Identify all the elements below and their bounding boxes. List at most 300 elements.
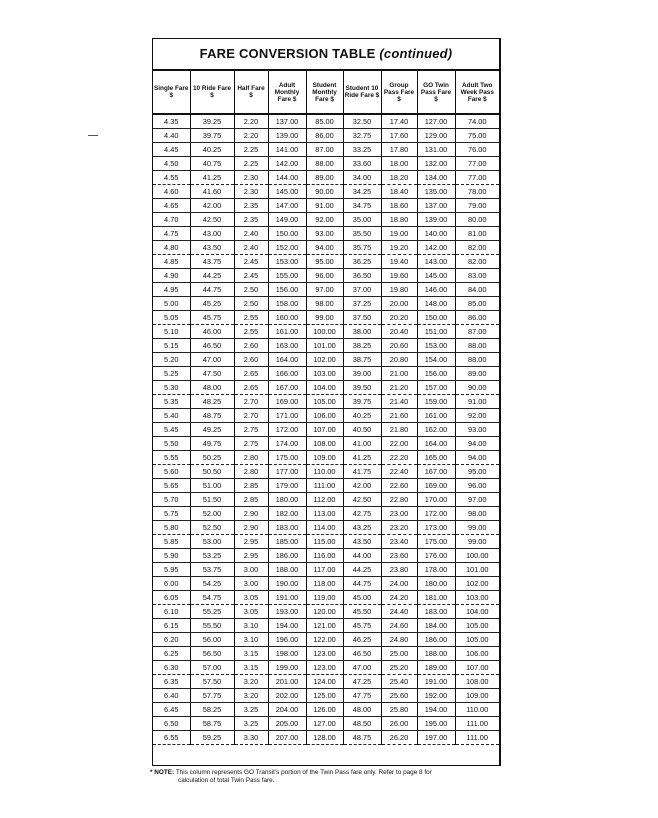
cell-single-fare: 5.35 — [153, 395, 190, 409]
cell-single-fare: 4.90 — [153, 269, 190, 283]
cell-student-10-ride-fare: 38.25 — [343, 339, 381, 353]
cell-adult-two-week-pass-fare: 92.00 — [455, 409, 499, 423]
cell-group-pass-fare: 18.00 — [381, 157, 417, 171]
cell-half-fare: 2.50 — [234, 297, 268, 311]
table-row — [153, 647, 499, 661]
cell-student-10-ride-fare: 34.75 — [343, 199, 381, 213]
cell-half-fare: 3.15 — [234, 661, 268, 675]
cell-single-fare: 5.70 — [153, 493, 190, 507]
cell-adult-monthly-fare: 163.00 — [268, 339, 306, 353]
cell-student-10-ride-fare: 47.00 — [343, 661, 381, 675]
cell-adult-monthly-fare: 186.00 — [268, 549, 306, 563]
cell-10-ride-fare: 54.25 — [190, 577, 234, 591]
cell-half-fare: 2.55 — [234, 325, 268, 339]
cell-single-fare: 6.10 — [153, 605, 190, 619]
cell-group-pass-fare: 22.40 — [381, 465, 417, 479]
cell-adult-two-week-pass-fare: 77.00 — [455, 157, 499, 171]
cell-student-monthly-fare: 102.00 — [306, 353, 343, 367]
table-row — [153, 199, 499, 213]
cell-adult-two-week-pass-fare: 74.00 — [455, 114, 499, 129]
cell-half-fare: 2.55 — [234, 311, 268, 325]
cell-student-monthly-fare: 98.00 — [306, 297, 343, 311]
cell-adult-two-week-pass-fare: 88.00 — [455, 339, 499, 353]
cell-adult-monthly-fare: 161.00 — [268, 325, 306, 339]
cell-single-fare: 6.50 — [153, 717, 190, 731]
cell-10-ride-fare: 42.00 — [190, 199, 234, 213]
cell-10-ride-fare: 41.60 — [190, 185, 234, 199]
cell-adult-two-week-pass-fare: 101.00 — [455, 563, 499, 577]
cell-group-pass-fare: 19.40 — [381, 255, 417, 269]
cell-group-pass-fare: 21.20 — [381, 381, 417, 395]
cell-10-ride-fare: 52.50 — [190, 521, 234, 535]
cell-group-pass-fare: 19.80 — [381, 283, 417, 297]
cell-go-twin-pass-fare: 140.00 — [417, 227, 455, 241]
cell-group-pass-fare: 18.60 — [381, 199, 417, 213]
cell-adult-monthly-fare: 141.00 — [268, 143, 306, 157]
cell-adult-two-week-pass-fare: 77.00 — [455, 171, 499, 185]
cell-half-fare: 2.70 — [234, 395, 268, 409]
table-row — [153, 269, 499, 283]
cell-adult-two-week-pass-fare: 95.00 — [455, 465, 499, 479]
cell-single-fare: 4.85 — [153, 255, 190, 269]
cell-half-fare: 2.65 — [234, 381, 268, 395]
table-row — [153, 619, 499, 633]
cell-group-pass-fare: 20.60 — [381, 339, 417, 353]
table-row — [153, 129, 499, 143]
cell-go-twin-pass-fare: 164.00 — [417, 437, 455, 451]
cell-half-fare: 2.20 — [234, 114, 268, 129]
cell-single-fare: 5.60 — [153, 465, 190, 479]
cell-half-fare: 3.10 — [234, 633, 268, 647]
cell-student-monthly-fare: 118.00 — [306, 577, 343, 591]
table-row — [153, 157, 499, 171]
cell-student-monthly-fare: 112.00 — [306, 493, 343, 507]
cell-go-twin-pass-fare: 170.00 — [417, 493, 455, 507]
cell-adult-monthly-fare: 156.00 — [268, 283, 306, 297]
cell-10-ride-fare: 45.75 — [190, 311, 234, 325]
cell-group-pass-fare: 20.20 — [381, 311, 417, 325]
cell-adult-two-week-pass-fare: 93.00 — [455, 423, 499, 437]
cell-group-pass-fare: 24.00 — [381, 577, 417, 591]
cell-student-10-ride-fare: 48.50 — [343, 717, 381, 731]
cell-10-ride-fare: 48.25 — [190, 395, 234, 409]
cell-student-10-ride-fare: 42.50 — [343, 493, 381, 507]
cell-10-ride-fare: 47.50 — [190, 367, 234, 381]
cell-single-fare: 4.95 — [153, 283, 190, 297]
cell-adult-monthly-fare: 169.00 — [268, 395, 306, 409]
cell-student-10-ride-fare: 38.75 — [343, 353, 381, 367]
cell-go-twin-pass-fare: 162.00 — [417, 423, 455, 437]
table-row — [153, 143, 499, 157]
cell-adult-two-week-pass-fare: 91.00 — [455, 395, 499, 409]
cell-adult-two-week-pass-fare: 106.00 — [455, 647, 499, 661]
cell-single-fare: 5.85 — [153, 535, 190, 549]
cell-student-monthly-fare: 90.00 — [306, 185, 343, 199]
cell-go-twin-pass-fare: 146.00 — [417, 283, 455, 297]
table-row — [153, 577, 499, 591]
cell-group-pass-fare: 22.60 — [381, 479, 417, 493]
cell-student-10-ride-fare: 47.75 — [343, 689, 381, 703]
cell-student-monthly-fare: 97.00 — [306, 283, 343, 297]
cell-half-fare: 2.45 — [234, 269, 268, 283]
cell-adult-two-week-pass-fare: 105.00 — [455, 633, 499, 647]
cell-go-twin-pass-fare: 173.00 — [417, 521, 455, 535]
cell-adult-monthly-fare: 158.00 — [268, 297, 306, 311]
cell-single-fare: 5.55 — [153, 451, 190, 465]
cell-10-ride-fare: 43.00 — [190, 227, 234, 241]
cell-single-fare: 6.35 — [153, 675, 190, 689]
cell-student-10-ride-fare: 44.75 — [343, 577, 381, 591]
col-header-adult-monthly-fare: Adult Monthly Fare $ — [268, 71, 306, 114]
cell-half-fare: 3.00 — [234, 563, 268, 577]
cell-10-ride-fare: 40.25 — [190, 143, 234, 157]
cell-half-fare: 2.85 — [234, 493, 268, 507]
cell-half-fare: 3.05 — [234, 605, 268, 619]
cell-single-fare: 5.20 — [153, 353, 190, 367]
stray-scan-mark — [88, 135, 98, 136]
cell-single-fare: 5.00 — [153, 297, 190, 311]
cell-go-twin-pass-fare: 161.00 — [417, 409, 455, 423]
cell-adult-two-week-pass-fare: 89.00 — [455, 367, 499, 381]
col-header-go-twin-pass-fare: GO Twin Pass Fare $ — [417, 71, 455, 114]
cell-student-monthly-fare: 117.00 — [306, 563, 343, 577]
cell-adult-monthly-fare: 190.00 — [268, 577, 306, 591]
cell-adult-two-week-pass-fare: 82.00 — [455, 255, 499, 269]
cell-student-10-ride-fare: 36.50 — [343, 269, 381, 283]
cell-group-pass-fare: 17.60 — [381, 129, 417, 143]
cell-student-10-ride-fare: 45.75 — [343, 619, 381, 633]
cell-group-pass-fare: 17.40 — [381, 114, 417, 129]
cell-single-fare: 5.25 — [153, 367, 190, 381]
cell-go-twin-pass-fare: 194.00 — [417, 703, 455, 717]
cell-half-fare: 3.15 — [234, 647, 268, 661]
cell-student-10-ride-fare: 35.75 — [343, 241, 381, 255]
cell-half-fare: 2.30 — [234, 185, 268, 199]
table-row — [153, 605, 499, 619]
cell-go-twin-pass-fare: 137.00 — [417, 199, 455, 213]
cell-single-fare: 6.55 — [153, 731, 190, 745]
col-header-student-10-ride-fare: Student 10 Ride Fare $ — [343, 71, 381, 114]
cell-go-twin-pass-fare: 180.00 — [417, 577, 455, 591]
cell-10-ride-fare: 57.00 — [190, 661, 234, 675]
cell-go-twin-pass-fare: 167.00 — [417, 465, 455, 479]
cell-10-ride-fare: 52.00 — [190, 507, 234, 521]
cell-student-monthly-fare: 96.00 — [306, 269, 343, 283]
cell-group-pass-fare: 23.80 — [381, 563, 417, 577]
cell-go-twin-pass-fare: 183.00 — [417, 605, 455, 619]
table-row — [153, 521, 499, 535]
cell-half-fare: 2.60 — [234, 339, 268, 353]
cell-adult-two-week-pass-fare: 98.00 — [455, 507, 499, 521]
cell-student-monthly-fare: 103.00 — [306, 367, 343, 381]
cell-10-ride-fare: 49.75 — [190, 437, 234, 451]
cell-student-10-ride-fare: 33.25 — [343, 143, 381, 157]
cell-student-10-ride-fare: 44.00 — [343, 549, 381, 563]
cell-10-ride-fare: 58.75 — [190, 717, 234, 731]
cell-go-twin-pass-fare: 172.00 — [417, 507, 455, 521]
cell-group-pass-fare: 23.20 — [381, 521, 417, 535]
cell-student-monthly-fare: 106.00 — [306, 409, 343, 423]
cell-group-pass-fare: 19.60 — [381, 269, 417, 283]
cell-adult-monthly-fare: 147.00 — [268, 199, 306, 213]
cell-group-pass-fare: 20.80 — [381, 353, 417, 367]
cell-student-monthly-fare: 127.00 — [306, 717, 343, 731]
cell-go-twin-pass-fare: 189.00 — [417, 661, 455, 675]
cell-go-twin-pass-fare: 156.00 — [417, 367, 455, 381]
cell-group-pass-fare: 18.20 — [381, 171, 417, 185]
cell-adult-two-week-pass-fare: 82.00 — [455, 241, 499, 255]
cell-single-fare: 6.15 — [153, 619, 190, 633]
cell-student-10-ride-fare: 41.00 — [343, 437, 381, 451]
cell-adult-two-week-pass-fare: 78.00 — [455, 185, 499, 199]
table-row — [153, 325, 499, 339]
cell-10-ride-fare: 49.25 — [190, 423, 234, 437]
cell-half-fare: 2.95 — [234, 535, 268, 549]
cell-student-10-ride-fare: 45.00 — [343, 591, 381, 605]
cell-adult-two-week-pass-fare: 80.00 — [455, 213, 499, 227]
cell-student-monthly-fare: 128.00 — [306, 731, 343, 745]
cell-student-monthly-fare: 86.00 — [306, 129, 343, 143]
cell-10-ride-fare: 41.25 — [190, 171, 234, 185]
cell-student-10-ride-fare: 35.50 — [343, 227, 381, 241]
cell-10-ride-fare: 51.00 — [190, 479, 234, 493]
cell-adult-monthly-fare: 150.00 — [268, 227, 306, 241]
cell-go-twin-pass-fare: 132.00 — [417, 157, 455, 171]
cell-adult-two-week-pass-fare: 87.00 — [455, 325, 499, 339]
fare-table-card — [152, 38, 501, 766]
table-body — [153, 114, 499, 745]
cell-single-fare: 5.80 — [153, 521, 190, 535]
cell-10-ride-fare: 39.75 — [190, 129, 234, 143]
cell-single-fare: 6.30 — [153, 661, 190, 675]
cell-group-pass-fare: 23.00 — [381, 507, 417, 521]
table-row — [153, 297, 499, 311]
cell-student-monthly-fare: 104.00 — [306, 381, 343, 395]
cell-half-fare: 2.45 — [234, 255, 268, 269]
cell-adult-two-week-pass-fare: 102.00 — [455, 577, 499, 591]
cell-single-fare: 6.25 — [153, 647, 190, 661]
cell-student-monthly-fare: 105.00 — [306, 395, 343, 409]
cell-student-10-ride-fare: 39.50 — [343, 381, 381, 395]
cell-group-pass-fare: 25.40 — [381, 675, 417, 689]
cell-single-fare: 4.35 — [153, 114, 190, 129]
cell-10-ride-fare: 53.00 — [190, 535, 234, 549]
cell-student-monthly-fare: 91.00 — [306, 199, 343, 213]
cell-group-pass-fare: 21.00 — [381, 367, 417, 381]
cell-10-ride-fare: 56.00 — [190, 633, 234, 647]
cell-group-pass-fare: 21.60 — [381, 409, 417, 423]
cell-adult-monthly-fare: 137.00 — [268, 114, 306, 129]
cell-go-twin-pass-fare: 154.00 — [417, 353, 455, 367]
cell-half-fare: 3.05 — [234, 591, 268, 605]
table-row — [153, 395, 499, 409]
cell-adult-two-week-pass-fare: 83.00 — [455, 269, 499, 283]
cell-student-monthly-fare: 101.00 — [306, 339, 343, 353]
cell-group-pass-fare: 23.40 — [381, 535, 417, 549]
cell-group-pass-fare: 24.60 — [381, 619, 417, 633]
cell-go-twin-pass-fare: 181.00 — [417, 591, 455, 605]
cell-adult-monthly-fare: 164.00 — [268, 353, 306, 367]
cell-10-ride-fare: 45.25 — [190, 297, 234, 311]
cell-adult-monthly-fare: 153.00 — [268, 255, 306, 269]
cell-go-twin-pass-fare: 197.00 — [417, 731, 455, 745]
cell-adult-two-week-pass-fare: 94.00 — [455, 437, 499, 451]
cell-half-fare: 2.75 — [234, 437, 268, 451]
cell-single-fare: 5.30 — [153, 381, 190, 395]
cell-single-fare: 4.75 — [153, 227, 190, 241]
cell-single-fare: 4.80 — [153, 241, 190, 255]
cell-single-fare: 4.40 — [153, 129, 190, 143]
table-row — [153, 171, 499, 185]
cell-group-pass-fare: 26.00 — [381, 717, 417, 731]
cell-10-ride-fare: 59.25 — [190, 731, 234, 745]
cell-student-10-ride-fare: 43.50 — [343, 535, 381, 549]
cell-student-10-ride-fare: 32.75 — [343, 129, 381, 143]
table-row — [153, 633, 499, 647]
cell-student-monthly-fare: 88.00 — [306, 157, 343, 171]
cell-10-ride-fare: 51.50 — [190, 493, 234, 507]
cell-adult-monthly-fare: 167.00 — [268, 381, 306, 395]
cell-group-pass-fare: 20.40 — [381, 325, 417, 339]
footnote-line2: calculation of total Twin Pass fare. — [178, 777, 275, 784]
cell-adult-two-week-pass-fare: 109.00 — [455, 689, 499, 703]
cell-student-monthly-fare: 125.00 — [306, 689, 343, 703]
cell-student-monthly-fare: 111.00 — [306, 479, 343, 493]
cell-10-ride-fare: 57.75 — [190, 689, 234, 703]
cell-adult-two-week-pass-fare: 86.00 — [455, 311, 499, 325]
table-row — [153, 717, 499, 731]
col-header-adult-two-week-pass-fare: Adult Two Week Pass Fare $ — [455, 71, 499, 114]
cell-student-10-ride-fare: 42.75 — [343, 507, 381, 521]
cell-half-fare: 3.25 — [234, 703, 268, 717]
cell-group-pass-fare: 17.80 — [381, 143, 417, 157]
cell-single-fare: 5.45 — [153, 423, 190, 437]
table-row — [153, 283, 499, 297]
cell-adult-two-week-pass-fare: 76.00 — [455, 143, 499, 157]
cell-student-monthly-fare: 100.00 — [306, 325, 343, 339]
cell-adult-monthly-fare: 171.00 — [268, 409, 306, 423]
cell-student-monthly-fare: 114.00 — [306, 521, 343, 535]
cell-half-fare: 2.95 — [234, 549, 268, 563]
cell-student-10-ride-fare: 44.25 — [343, 563, 381, 577]
cell-student-10-ride-fare: 46.25 — [343, 633, 381, 647]
table-row — [153, 451, 499, 465]
cell-adult-two-week-pass-fare: 81.00 — [455, 227, 499, 241]
cell-adult-two-week-pass-fare: 108.00 — [455, 675, 499, 689]
cell-half-fare: 3.30 — [234, 731, 268, 745]
cell-half-fare: 2.90 — [234, 507, 268, 521]
cell-half-fare: 2.70 — [234, 409, 268, 423]
table-row — [153, 353, 499, 367]
cell-half-fare: 3.10 — [234, 619, 268, 633]
cell-student-10-ride-fare: 32.50 — [343, 114, 381, 129]
table-row — [153, 703, 499, 717]
cell-half-fare: 2.35 — [234, 213, 268, 227]
cell-go-twin-pass-fare: 145.00 — [417, 269, 455, 283]
cell-adult-monthly-fare: 166.00 — [268, 367, 306, 381]
cell-10-ride-fare: 42.50 — [190, 213, 234, 227]
cell-student-10-ride-fare: 39.75 — [343, 395, 381, 409]
cell-adult-monthly-fare: 204.00 — [268, 703, 306, 717]
cell-student-10-ride-fare: 39.00 — [343, 367, 381, 381]
cell-group-pass-fare: 18.80 — [381, 213, 417, 227]
cell-student-monthly-fare: 85.00 — [306, 114, 343, 129]
footnote-lead: * NOTE: — [150, 769, 175, 776]
cell-group-pass-fare: 24.40 — [381, 605, 417, 619]
cell-go-twin-pass-fare: 142.00 — [417, 241, 455, 255]
table-row — [153, 114, 499, 129]
cell-half-fare: 2.20 — [234, 129, 268, 143]
cell-adult-two-week-pass-fare: 99.00 — [455, 521, 499, 535]
table-row — [153, 367, 499, 381]
table-row — [153, 479, 499, 493]
cell-group-pass-fare: 19.00 — [381, 227, 417, 241]
cell-adult-two-week-pass-fare: 85.00 — [455, 297, 499, 311]
cell-adult-two-week-pass-fare: 84.00 — [455, 283, 499, 297]
cell-go-twin-pass-fare: 127.00 — [417, 114, 455, 129]
cell-10-ride-fare: 48.75 — [190, 409, 234, 423]
header-row — [153, 71, 499, 114]
cell-adult-monthly-fare: 199.00 — [268, 661, 306, 675]
cell-adult-monthly-fare: 144.00 — [268, 171, 306, 185]
cell-group-pass-fare: 24.80 — [381, 633, 417, 647]
cell-adult-monthly-fare: 145.00 — [268, 185, 306, 199]
cell-half-fare: 2.80 — [234, 451, 268, 465]
cell-single-fare: 6.05 — [153, 591, 190, 605]
cell-adult-two-week-pass-fare: 88.00 — [455, 353, 499, 367]
cell-half-fare: 3.25 — [234, 717, 268, 731]
cell-single-fare: 5.15 — [153, 339, 190, 353]
cell-10-ride-fare: 56.50 — [190, 647, 234, 661]
cell-go-twin-pass-fare: 135.00 — [417, 185, 455, 199]
table-row — [153, 535, 499, 549]
cell-go-twin-pass-fare: 143.00 — [417, 255, 455, 269]
cell-student-monthly-fare: 121.00 — [306, 619, 343, 633]
cell-student-10-ride-fare: 45.50 — [343, 605, 381, 619]
cell-half-fare: 2.80 — [234, 465, 268, 479]
cell-adult-monthly-fare: 185.00 — [268, 535, 306, 549]
cell-student-monthly-fare: 108.00 — [306, 437, 343, 451]
cell-adult-monthly-fare: 196.00 — [268, 633, 306, 647]
cell-group-pass-fare: 22.80 — [381, 493, 417, 507]
cell-student-10-ride-fare: 38.00 — [343, 325, 381, 339]
cell-half-fare: 2.60 — [234, 353, 268, 367]
cell-student-monthly-fare: 92.00 — [306, 213, 343, 227]
cell-single-fare: 5.10 — [153, 325, 190, 339]
cell-half-fare: 2.25 — [234, 157, 268, 171]
cell-half-fare: 2.40 — [234, 241, 268, 255]
cell-10-ride-fare: 55.50 — [190, 619, 234, 633]
cell-go-twin-pass-fare: 153.00 — [417, 339, 455, 353]
cell-10-ride-fare: 50.50 — [190, 465, 234, 479]
cell-student-monthly-fare: 94.00 — [306, 241, 343, 255]
cell-10-ride-fare: 53.25 — [190, 549, 234, 563]
cell-student-monthly-fare: 119.00 — [306, 591, 343, 605]
cell-go-twin-pass-fare: 191.00 — [417, 675, 455, 689]
table-row — [153, 311, 499, 325]
cell-go-twin-pass-fare: 131.00 — [417, 143, 455, 157]
cell-student-10-ride-fare: 37.00 — [343, 283, 381, 297]
cell-adult-monthly-fare: 180.00 — [268, 493, 306, 507]
cell-student-monthly-fare: 93.00 — [306, 227, 343, 241]
cell-10-ride-fare: 55.25 — [190, 605, 234, 619]
title-main: FARE CONVERSION TABLE — [199, 46, 376, 61]
cell-student-monthly-fare: 99.00 — [306, 311, 343, 325]
table-row — [153, 689, 499, 703]
cell-student-10-ride-fare: 35.00 — [343, 213, 381, 227]
cell-student-monthly-fare: 109.00 — [306, 451, 343, 465]
cell-student-10-ride-fare: 46.50 — [343, 647, 381, 661]
